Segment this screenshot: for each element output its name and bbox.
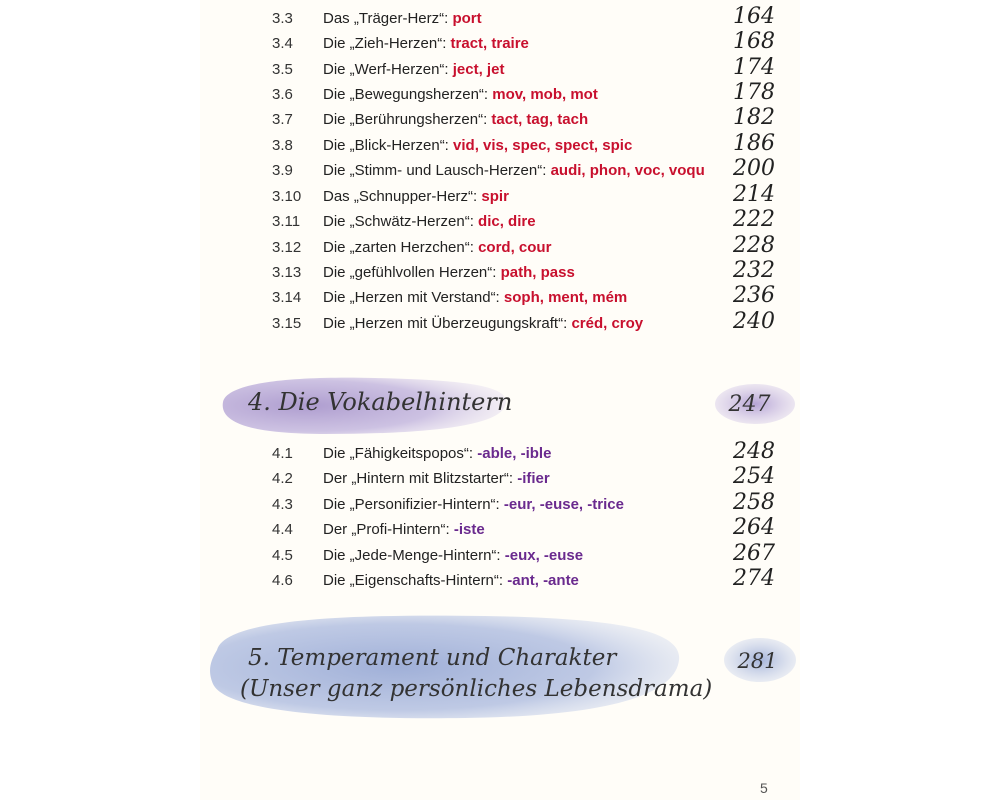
entry-title: Die „Eigenschafts-Hintern“: -ant, -ante: [323, 572, 579, 589]
entry-number: 4.6: [272, 572, 293, 589]
entry-page: 174: [733, 55, 775, 80]
entry-number: 4.4: [272, 521, 293, 538]
entry-keywords: path, pass: [500, 264, 575, 281]
entry-keywords: mov, mob, mot: [492, 86, 598, 103]
entry-number: 3.14: [272, 289, 302, 306]
entry-page: 182: [733, 105, 775, 130]
entry-keywords: spir: [481, 188, 509, 205]
toc-entry[interactable]: [0, 207, 1000, 236]
toc-entry[interactable]: [0, 80, 1000, 109]
entry-title: Die „zarten Herzchen“: cord, cour: [323, 239, 552, 256]
entry-title: Die „Fähigkeitspopos“: -able, -ible: [323, 445, 552, 462]
entry-page: 232: [733, 258, 775, 283]
entry-page: 258: [733, 490, 775, 515]
entry-keywords: -ifier: [517, 470, 550, 487]
toc-entry[interactable]: [0, 515, 1000, 544]
toc-entry[interactable]: [0, 131, 1000, 160]
entry-keywords: -eur, -euse, -trice: [503, 496, 624, 513]
entry-number: 3.10: [272, 188, 302, 205]
toc-entry[interactable]: [0, 283, 1000, 312]
entry-keywords: créd, croy: [571, 315, 644, 332]
entry-title: Der „Profi-Hintern“: -iste: [323, 521, 485, 538]
entry-keywords: dic, dire: [478, 213, 536, 230]
entry-keywords: -able, -ible: [477, 445, 552, 462]
entry-page: 274: [733, 566, 775, 591]
entry-number: 3.12: [272, 239, 302, 256]
entry-page: 168: [733, 29, 775, 54]
toc-entry[interactable]: [0, 4, 1000, 33]
entry-title: Der „Hintern mit Blitzstarter“: -ifier: [323, 470, 550, 487]
entry-title: Die „Jede-Menge-Hintern“: -eux, -euse: [323, 547, 584, 564]
toc-entry[interactable]: [0, 258, 1000, 287]
toc-entry[interactable]: [0, 233, 1000, 262]
toc-entry[interactable]: [0, 566, 1000, 595]
entry-number: 3.4: [272, 35, 293, 52]
entry-page: 214: [733, 182, 775, 207]
entry-number: 3.15: [272, 315, 302, 332]
entry-title: Das „Schnupper-Herz“: spir: [323, 188, 509, 205]
entry-title: Die „Bewegungsherzen“: mov, mob, mot: [323, 86, 598, 103]
entry-title: Die „Personifizier-Hintern“: -eur, -euse, -trice: [323, 496, 624, 513]
entry-number: 4.3: [272, 496, 293, 513]
entry-number: 3.8: [272, 137, 293, 154]
entry-number: 4.1: [272, 445, 293, 462]
toc-entry[interactable]: [0, 541, 1000, 570]
entry-title: Die „Zieh-Herzen“: tract, traire: [323, 35, 529, 52]
entry-page: 222: [733, 207, 775, 232]
entry-page: 240: [733, 309, 775, 334]
entry-keywords: -ant, -ante: [507, 572, 579, 589]
page-number: 5: [760, 780, 768, 796]
entry-page: 228: [733, 233, 775, 258]
entry-keywords: ject, jet: [452, 61, 505, 78]
entry-number: 3.3: [272, 10, 293, 27]
toc-entry[interactable]: [0, 105, 1000, 134]
entry-keywords: port: [452, 10, 482, 27]
entry-keywords: tract, traire: [450, 35, 529, 52]
entry-number: 4.5: [272, 547, 293, 564]
entry-title: Die „Herzen mit Überzeugungskraft“: créd, croy: [323, 315, 644, 332]
entry-page: 200: [733, 156, 775, 181]
chapter-5-title-line1[interactable]: 5. Temperament und Charakter: [248, 645, 617, 671]
chapter-4-page: 247: [728, 392, 771, 417]
chapter-4-title[interactable]: 4. Die Vokabelhintern: [248, 388, 513, 416]
entry-title: Das „Träger-Herz“: port: [323, 10, 482, 27]
toc-entry[interactable]: [0, 490, 1000, 519]
toc-entry[interactable]: [0, 439, 1000, 468]
entry-title: Die „gefühlvollen Herzen“: path, pass: [323, 264, 575, 281]
entry-number: 4.2: [272, 470, 293, 487]
entry-number: 3.13: [272, 264, 302, 281]
entry-page: 248: [733, 439, 775, 464]
entry-title: Die „Blick-Herzen“: vid, vis, spec, spect, spic: [323, 137, 633, 154]
entry-number: 3.11: [272, 213, 301, 230]
toc-entry[interactable]: [0, 182, 1000, 211]
toc-entry[interactable]: [0, 464, 1000, 493]
chapter-5-page: 281: [737, 649, 778, 673]
entry-page: 164: [733, 4, 775, 29]
toc-entry[interactable]: [0, 156, 1000, 185]
entry-number: 3.6: [272, 86, 293, 103]
entry-keywords: -iste: [453, 521, 485, 538]
entry-page: 254: [733, 464, 775, 489]
entry-page: 267: [733, 541, 775, 566]
entry-title: Die „Schwätz-Herzen“: dic, dire: [323, 213, 536, 230]
entry-keywords: cord, cour: [478, 239, 552, 256]
toc-entry[interactable]: [0, 309, 1000, 338]
entry-keywords: audi, phon, voc, voqu: [550, 162, 705, 179]
entry-title: Die „Werf-Herzen“: ject, jet: [323, 61, 505, 78]
entry-number: 3.7: [272, 111, 293, 128]
toc-entry[interactable]: [0, 29, 1000, 58]
toc-entry[interactable]: [0, 55, 1000, 84]
entry-page: 236: [733, 283, 775, 308]
entry-title: Die „Herzen mit Verstand“: soph, ment, mém: [323, 289, 628, 306]
entry-keywords: tact, tag, tach: [491, 111, 589, 128]
entry-number: 3.9: [272, 162, 293, 179]
entry-keywords: soph, ment, mém: [503, 289, 628, 306]
entry-keywords: vid, vis, spec, spect, spic: [453, 137, 633, 154]
entry-page: 178: [733, 80, 775, 105]
entry-page: 186: [733, 131, 775, 156]
entry-title: Die „Stimm- und Lausch-Herzen“: audi, phon, voc, voqu: [323, 162, 705, 179]
entry-number: 3.5: [272, 61, 293, 78]
entry-page: 264: [733, 515, 775, 540]
entry-keywords: -eux, -euse: [504, 547, 584, 564]
chapter-5-title-line2[interactable]: (Unser ganz persönliches Lebensdrama): [240, 676, 713, 702]
entry-title: Die „Berührungsherzen“: tact, tag, tach: [323, 111, 589, 128]
